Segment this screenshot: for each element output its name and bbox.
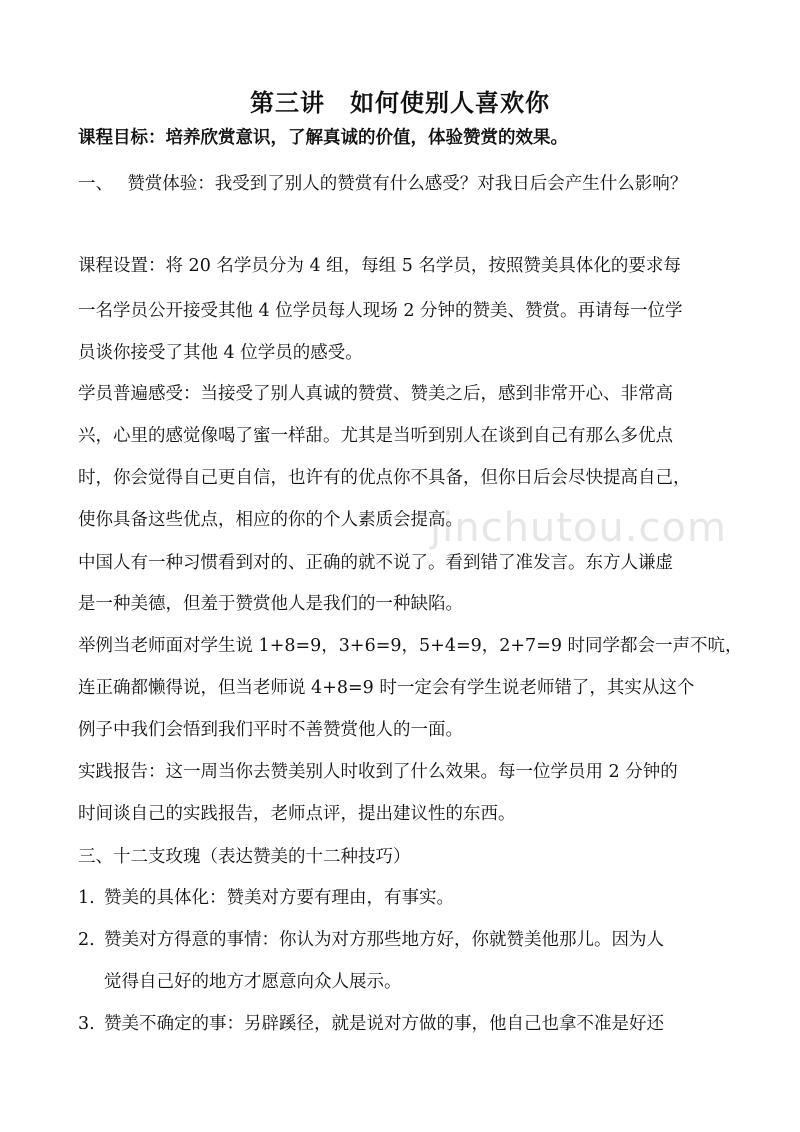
paragraph-line: 使你具备这些优点，相应的你的个人素质会提高。 (78, 510, 463, 530)
paragraph-line: 举例当老师面对学生说 1+8=9，3+6=9，5+4=9，2+7=9 时同学都会一声不吭， (78, 636, 743, 656)
paragraph-line: 是一种美德，但羞于赞赏他人是我们的一种缺陷。 (78, 594, 463, 614)
course-goal: 课程目标：培养欣赏意识，了解真诚的价值，体验赞赏的效果。 (78, 128, 568, 148)
list-item-text: 赞美不确定的事：另辟蹊径，就是说对方做的事，他自己也拿不准是好还 (104, 1014, 664, 1034)
paragraph-line: 学员普遍感受：当接受了别人真诚的赞赏、赞美之后，感到非常开心、非常高 (78, 384, 673, 404)
paragraph-line: 实践报告：这一周当你去赞美别人时收到了什么效果。每一位学员用 2 分钟的 (78, 762, 678, 782)
paragraph-line: 例子中我们会悟到我们平时不善赞赏他人的一面。 (78, 720, 463, 740)
list-item-number: 1. (78, 888, 95, 908)
list-item-text: 赞美对方得意的事情：你认为对方那些地方好，你就赞美他那儿。因为人 (104, 930, 664, 950)
paragraph-line: 课程设置：将 20 名学员分为 4 组，每组 5 名学员，按照赞美具体化的要求每 (78, 256, 681, 276)
paragraph-line: 连正确都懒得说，但当老师说 4+8=9 时一定会有学生说老师错了，其实从这个 (78, 678, 695, 698)
section-heading-1: 一、 赞赏体验：我受到了别人的赞赏有什么感受？对我日后会产生什么影响？ (78, 174, 688, 194)
paragraph-line: 时间谈自己的实践报告，老师点评，提出建议性的东西。 (78, 804, 516, 824)
list-item-text: 赞美的具体化：赞美对方要有理由，有事实。 (104, 888, 454, 908)
paragraph-line: 员谈你接受了其他 4 位学员的感受。 (78, 343, 363, 363)
list-item-number: 2. (78, 930, 95, 950)
page-title: 第三讲 如何使别人喜欢你 (250, 89, 550, 117)
paragraph-line: 兴，心里的感觉像喝了蜜一样甜。尤其是当听到别人在谈到自己有那么多优点 (78, 426, 673, 446)
list-item-number: 3. (78, 1014, 95, 1034)
paragraph-line: 时，你会觉得自己更自信，也许有的优点你不具备，但你日后会尽快提高自己， (78, 468, 691, 488)
watermark: jinchutou.com (430, 505, 727, 551)
section-heading-3: 三、十二支玫瑰（表达赞美的十二种技巧） (78, 847, 411, 867)
list-item-text: 觉得自己好的地方才愿意向众人展示。 (104, 972, 402, 992)
paragraph-line: 中国人有一种习惯看到对的、正确的就不说了。看到错了准发言。东方人谦虚 (78, 553, 673, 573)
paragraph-line: 一名学员公开接受其他 4 位学员每人现场 2 分钟的赞美、赞赏。再请每一位学 (78, 301, 683, 321)
